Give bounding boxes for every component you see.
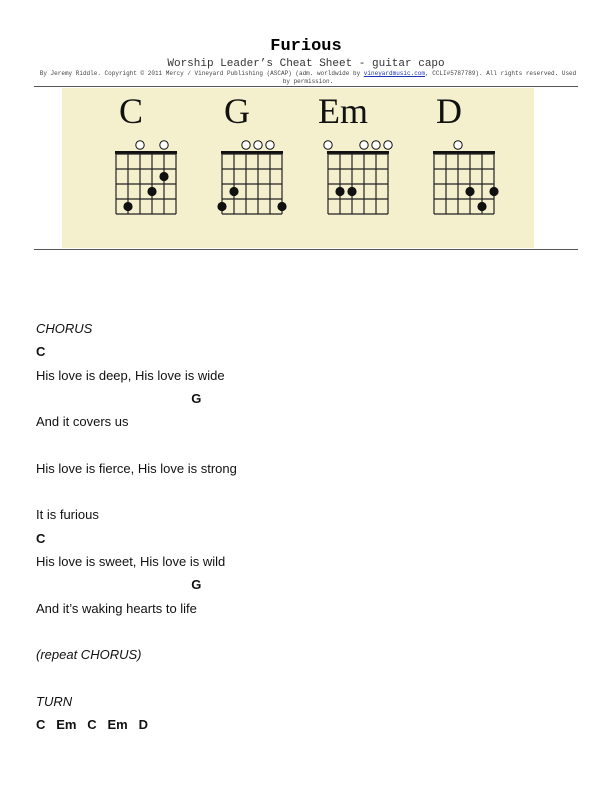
chord-diagram-d bbox=[394, 88, 504, 248]
vineyard-link[interactable]: vineyardmusic.com bbox=[363, 70, 426, 77]
finger-dot bbox=[477, 202, 486, 211]
finger-dot bbox=[335, 187, 344, 196]
chord-line: G bbox=[36, 577, 202, 593]
chord-diagram-c bbox=[76, 88, 186, 248]
chord-diagram-g bbox=[182, 88, 292, 248]
open-string-marker bbox=[324, 141, 332, 149]
open-string-marker bbox=[372, 141, 380, 149]
finger-dot bbox=[159, 172, 168, 181]
finger-dot bbox=[123, 202, 132, 211]
sheet-subtitle: Worship Leader’s Cheat Sheet - guitar capo bbox=[167, 58, 445, 70]
bottom-divider bbox=[34, 249, 578, 250]
chord-line: C bbox=[36, 530, 46, 546]
finger-dot bbox=[229, 187, 238, 196]
open-string-marker bbox=[360, 141, 368, 149]
lyric-line: His love is sweet, His love is wild bbox=[36, 553, 226, 569]
chord-grid-c bbox=[76, 136, 186, 236]
blank-line bbox=[36, 482, 576, 505]
credit-suffix: , CCLI#5787789). All rights reserved. Used by permission. bbox=[282, 70, 577, 85]
finger-dot bbox=[465, 187, 474, 196]
open-string-marker bbox=[254, 141, 262, 149]
blank-line bbox=[36, 622, 576, 645]
lyric-line: His love is fierce, His love is strong bbox=[36, 460, 237, 476]
chord-line: C bbox=[36, 344, 46, 360]
song-title: Furious bbox=[270, 37, 342, 56]
finger-dot bbox=[489, 187, 498, 196]
blank-line bbox=[36, 668, 576, 691]
finger-dot bbox=[217, 202, 226, 211]
chord-grid-g bbox=[182, 136, 292, 236]
lyrics-section bbox=[36, 319, 576, 738]
chord-line: G bbox=[36, 390, 202, 406]
copyright-credit bbox=[36, 70, 580, 86]
chord-name: D bbox=[436, 91, 462, 131]
blank-line bbox=[36, 435, 576, 458]
open-string-marker bbox=[454, 141, 462, 149]
chord-diagram-panel bbox=[62, 88, 534, 248]
chord-name: Em bbox=[318, 91, 368, 131]
chord-grid-d bbox=[394, 136, 504, 236]
chord-grid-em bbox=[288, 136, 398, 236]
open-string-marker bbox=[266, 141, 274, 149]
section-label: TURN bbox=[36, 693, 73, 709]
finger-dot bbox=[147, 187, 156, 196]
open-string-marker bbox=[242, 141, 250, 149]
top-divider bbox=[34, 86, 578, 87]
open-string-marker bbox=[160, 141, 168, 149]
lyric-line: And it’s waking hearts to life bbox=[36, 600, 197, 616]
finger-dot bbox=[347, 187, 356, 196]
chord-diagram-em bbox=[288, 88, 398, 248]
section-label: CHORUS bbox=[36, 321, 93, 336]
performance-note: (repeat CHORUS) bbox=[36, 647, 142, 663]
finger-dot bbox=[277, 202, 286, 211]
lyric-line: And it covers us bbox=[36, 414, 129, 430]
chord-name: G bbox=[224, 91, 250, 131]
chord-line: C Em C Em D bbox=[36, 717, 148, 733]
lyric-line: It is furious bbox=[36, 507, 99, 523]
open-string-marker bbox=[136, 141, 144, 149]
credit-prefix: By Jeremy Riddle. Copyright © 2011 Mercy / Vineyard Publishing (ASCAP) (adm. worldwide by bbox=[39, 70, 364, 77]
open-string-marker bbox=[384, 141, 392, 149]
lyric-line: His love is deep, His love is wide bbox=[36, 367, 225, 383]
chord-name: C bbox=[118, 91, 143, 131]
